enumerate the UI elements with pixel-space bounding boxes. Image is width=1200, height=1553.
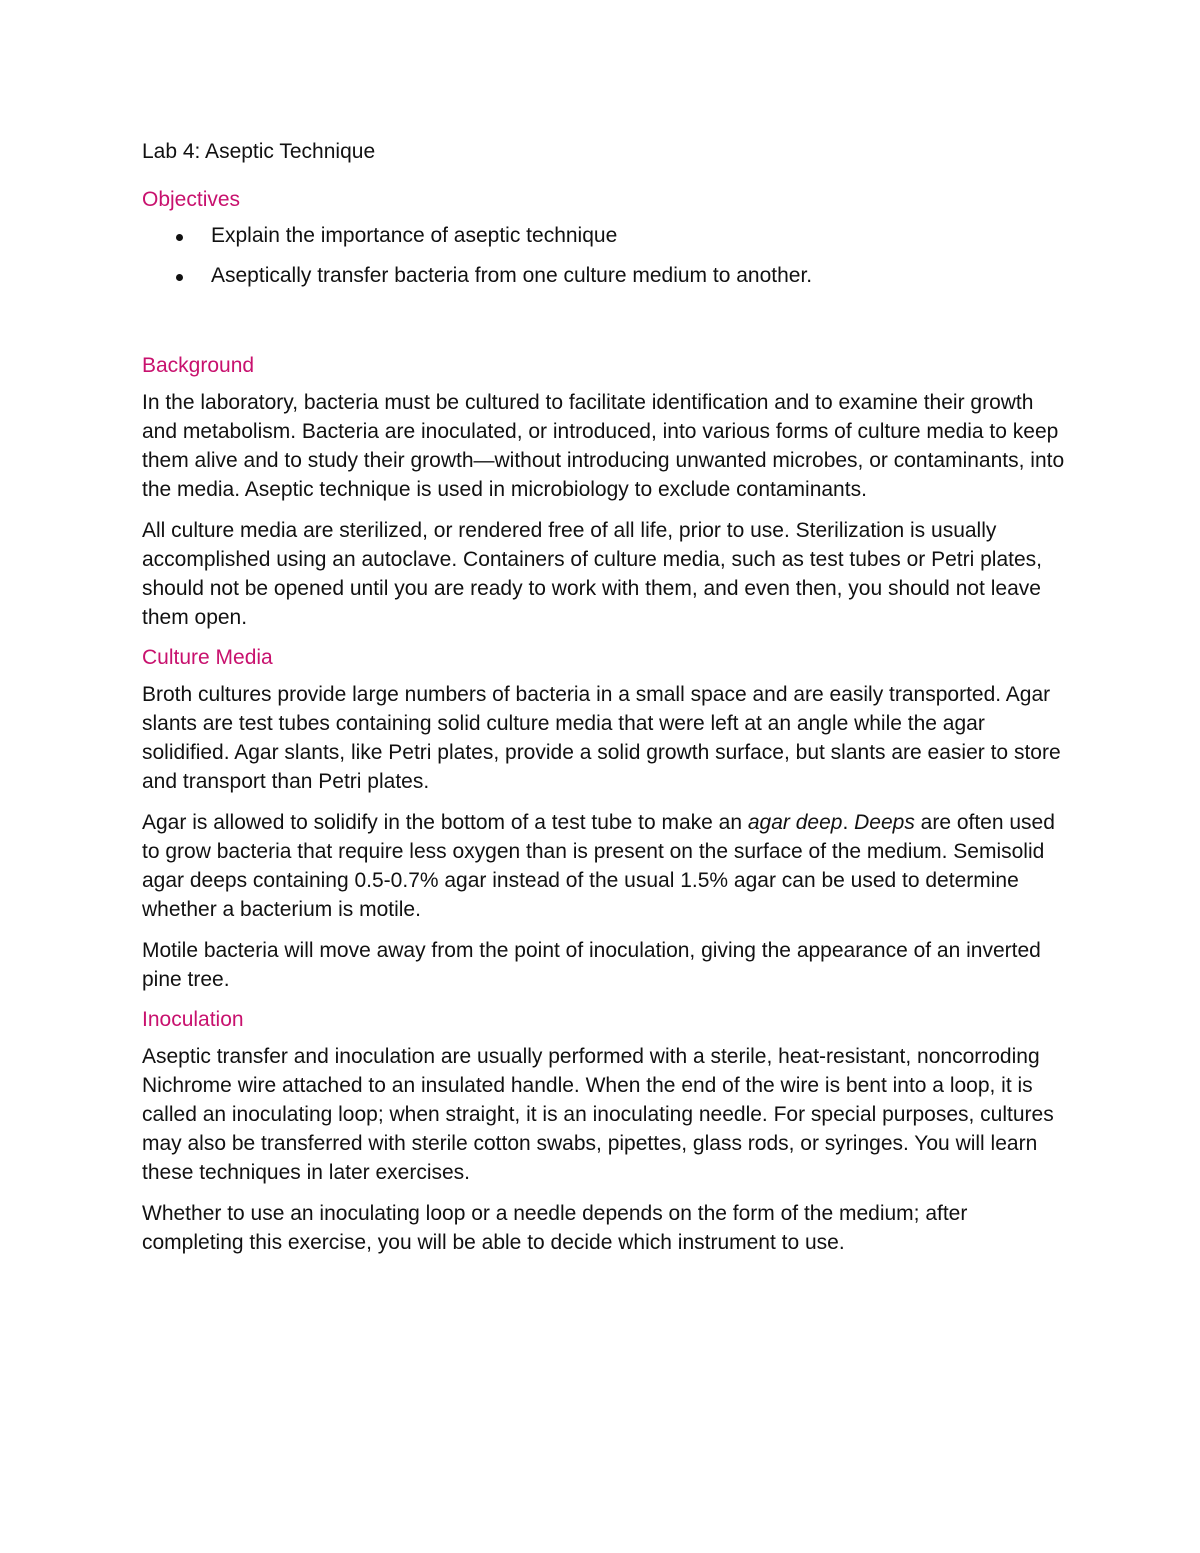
document-title: Lab 4: Aseptic Technique bbox=[142, 140, 376, 163]
bullet-icon bbox=[176, 274, 183, 281]
background-heading: Background bbox=[142, 354, 255, 377]
deeps-term: Deeps bbox=[854, 811, 915, 834]
text-run: . bbox=[842, 811, 855, 834]
culture-media-paragraph-1: Broth cultures provide large numbers of bacteria in a small space and are easily transported. Agar slants are test tubes containing solid culture media that were left at an angle while the agar solidified. Agar slants, like Petri plates, provide a solid growth surface, but slants are easier to store and transport than Petri plates. bbox=[142, 683, 1061, 793]
culture-media-paragraph-2 bbox=[142, 808, 1072, 924]
objectives-list bbox=[142, 222, 1072, 290]
text-run: are often used to grow bacteria that require less oxygen than is present on the surface of the medium. Semisolid agar deeps containing 0.5-0.7% agar instead of the usual 1.5% agar can be used to determine whether a bacterium is motile. bbox=[142, 811, 1055, 921]
document-page bbox=[142, 138, 1072, 1269]
bullet-icon bbox=[176, 234, 183, 241]
inoculation-paragraph-2: Whether to use an inoculating loop or a needle depends on the form of the medium; after completing this exercise, you will be able to decide which instrument to use. bbox=[142, 1202, 968, 1254]
text-run: Agar is allowed to solidify in the bottom of a test tube to make an bbox=[142, 811, 748, 834]
objectives-heading: Objectives bbox=[142, 188, 241, 211]
list-item bbox=[142, 222, 1072, 250]
list-item bbox=[142, 262, 1072, 290]
inoculation-heading: Inoculation bbox=[142, 1008, 244, 1031]
background-paragraph-1: In the laboratory, bacteria must be cultured to facilitate identification and to examine their growth and metabolism. Bacteria are inoculated, or introduced, into various forms of culture media to keep them alive and to study their growth—without introducing unwanted microbes, or contaminants, into the media. Aseptic technique is used in microbiology to exclude contaminants. bbox=[142, 391, 1065, 501]
objective-text: Explain the importance of aseptic technique bbox=[211, 224, 618, 247]
objective-text: Aseptically transfer bacteria from one culture medium to another. bbox=[211, 264, 813, 287]
culture-media-paragraph-3: Motile bacteria will move away from the point of inoculation, giving the appearance of an inverted pine tree. bbox=[142, 939, 1041, 991]
agar-deep-term: agar deep bbox=[747, 811, 843, 834]
inoculation-paragraph-1: Aseptic transfer and inoculation are usually performed with a sterile, heat-resistant, noncorroding Nichrome wire attached to an insulated handle. When the end of the wire is bent into a loop, it is called an inoculating loop; when straight, it is an inoculating needle. For special purposes, cultures may also be transferred with sterile cotton swabs, pipettes, glass rods, or syringes. You will learn these techniques in later exercises. bbox=[142, 1045, 1054, 1184]
culture-media-heading: Culture Media bbox=[142, 646, 273, 669]
background-paragraph-2: All culture media are sterilized, or rendered free of all life, prior to use. Sterilization is usually accomplished using an autoclave. Containers of culture media, such as test tubes or Petri plates, should not be opened until you are ready to work with them, and even then, you should not leave them open. bbox=[142, 519, 1042, 629]
